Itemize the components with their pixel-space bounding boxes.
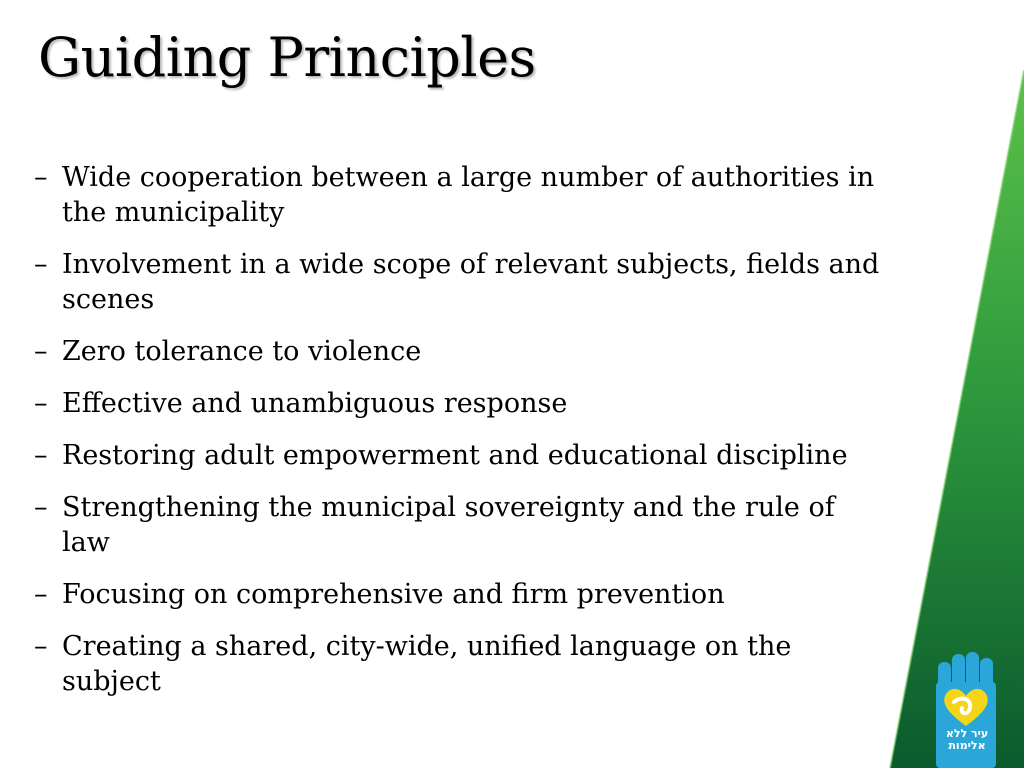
bullet-text: Creating a shared, city-wide, unified language on the subject [62,631,792,697]
bullet-text: Wide cooperation between a large number of authorities in the municipality [62,162,875,228]
bullet-list [34,160,884,716]
bullet-dash: – [34,162,48,193]
bullet-dash: – [34,492,48,523]
bullet-text: Focusing on comprehensive and firm prevention [62,579,725,610]
bullet-dash: – [34,579,48,610]
list-item [34,247,884,317]
bullet-dash: – [34,336,48,367]
bullet-text: Restoring adult empowerment and educational discipline [62,440,848,471]
list-item [34,438,884,473]
bullet-dash: – [34,388,48,419]
bullet-dash: – [34,631,48,662]
list-item [34,577,884,612]
bullet-dash: – [34,249,48,280]
bullet-text: Involvement in a wide scope of relevant subjects, fields and scenes [62,249,880,315]
list-item [34,334,884,369]
list-item [34,386,884,421]
bullet-dash: – [34,440,48,471]
slide-title: Guiding Principles [38,26,536,89]
bullet-text: Strengthening the municipal sovereignty and the rule of law [62,492,835,558]
bullet-text: Zero tolerance to violence [62,336,422,367]
bullet-text: Effective and unambiguous response [62,388,568,419]
list-item [34,160,884,230]
list-item [34,629,884,699]
list-item [34,490,884,560]
logo-text: עיר ללא אלימות [945,727,989,752]
